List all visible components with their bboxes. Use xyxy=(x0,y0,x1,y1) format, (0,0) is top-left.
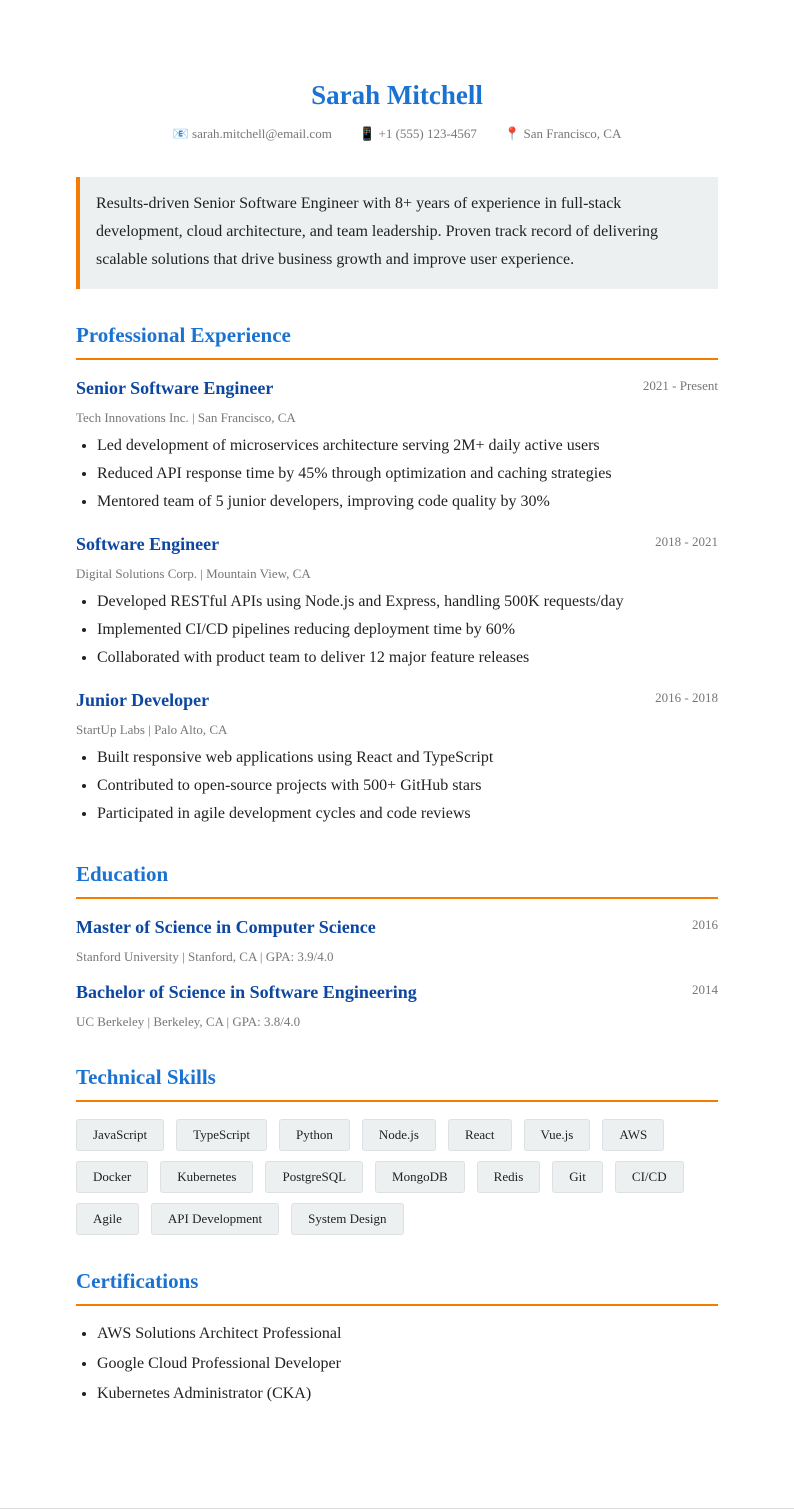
bullet-item: • Implemented CI/CD pipelines reducing deployment time by 60% xyxy=(97,616,718,644)
contact-email: 📧 sarah.mitchell@email.com xyxy=(172,126,332,141)
certification-item: • AWS Solutions Architect Professional xyxy=(97,1319,718,1349)
skill-tag: Git xyxy=(552,1161,603,1193)
skill-tag: MongoDB xyxy=(375,1161,465,1193)
skill-tag: TypeScript xyxy=(176,1119,267,1151)
skill-tag: Vue.js xyxy=(524,1119,591,1151)
job-entry xyxy=(76,376,718,516)
skills-list xyxy=(76,1119,696,1235)
candidate-name: Sarah Mitchell xyxy=(311,80,483,110)
job-company: Tech Innovations Inc. | San Francisco, CA xyxy=(76,410,296,425)
contact-info xyxy=(76,124,718,144)
job-title: Senior Software Engineer xyxy=(76,378,274,398)
job-entry xyxy=(76,688,718,828)
skill-tag: Docker xyxy=(76,1161,148,1193)
bullet-item: • Mentored team of 5 junior developers, improving code quality by 30% xyxy=(97,488,718,516)
skill-tag: React xyxy=(448,1119,512,1151)
degree-title: Master of Science in Computer Science xyxy=(76,917,376,937)
education-section xyxy=(76,861,718,1031)
bullet-item: • Led development of microservices architecture serving 2M+ daily active users xyxy=(97,432,718,460)
section-heading: Education xyxy=(76,861,718,899)
skills-section xyxy=(76,1064,718,1235)
section-heading: Professional Experience xyxy=(76,322,718,360)
education-entry xyxy=(76,980,718,1031)
job-date: 2016 - 2018 xyxy=(655,690,718,705)
education-header xyxy=(76,980,718,1004)
summary: Results-driven Senior Software Engineer with 8+ years of experience in full-stack development, cloud architecture, and team leadership. Proven track record of delivering scalable solutions that drive business growth and improve user experience. xyxy=(76,177,718,289)
job-bullets xyxy=(76,588,718,672)
job-title: Software Engineer xyxy=(76,534,220,554)
section-heading: Certifications xyxy=(76,1268,718,1306)
bullet-item: • Participated in agile development cycles and code reviews xyxy=(97,800,718,828)
skill-tag: API Development xyxy=(151,1203,279,1235)
phone-icon: 📱 xyxy=(359,126,376,141)
school-info: UC Berkeley | Berkeley, CA | GPA: 3.8/4.0 xyxy=(76,1014,301,1029)
job-date: 2018 - 2021 xyxy=(655,534,718,549)
education-entry xyxy=(76,915,718,966)
contact-location: 📍 San Francisco, CA xyxy=(504,126,622,141)
skill-tag: PostgreSQL xyxy=(265,1161,363,1193)
skill-tag: JavaScript xyxy=(76,1119,164,1151)
job-date: 2021 - Present xyxy=(642,378,718,393)
bullet-item: • Collaborated with product team to deliver 12 major feature releases xyxy=(97,644,718,672)
bullet-item: • Reduced API response time by 45% through optimization and caching strategies xyxy=(97,460,718,488)
job-header xyxy=(76,532,718,556)
job-title: Junior Developer xyxy=(76,690,210,710)
job-company: StartUp Labs | Palo Alto, CA xyxy=(76,722,228,737)
degree-title: Bachelor of Science in Software Engineering xyxy=(76,982,417,1002)
job-header xyxy=(76,688,718,712)
skill-tag: Agile xyxy=(76,1203,139,1235)
certification-item: • Kubernetes Administrator (CKA) xyxy=(97,1379,718,1409)
certifications-section xyxy=(76,1268,718,1409)
location-pin-icon: 📍 xyxy=(504,126,521,141)
skill-tag: Python xyxy=(279,1119,350,1151)
skill-tag: Node.js xyxy=(362,1119,436,1151)
skill-tag: System Design xyxy=(291,1203,403,1235)
skill-tag: AWS xyxy=(602,1119,664,1151)
certification-item: • Google Cloud Professional Developer xyxy=(97,1349,718,1379)
bullet-item: • Developed RESTful APIs using Node.js and Express, handling 500K requests/day xyxy=(97,588,718,616)
bullet-item: • Built responsive web applications using React and TypeScript xyxy=(97,744,718,772)
job-company: Digital Solutions Corp. | Mountain View, CA xyxy=(76,566,311,581)
skill-tag: Kubernetes xyxy=(160,1161,253,1193)
experience-section xyxy=(76,322,718,828)
skill-tag: Redis xyxy=(477,1161,541,1193)
certifications-list xyxy=(76,1319,718,1409)
job-bullets xyxy=(76,744,718,828)
job-bullets xyxy=(76,432,718,516)
contact-phone: 📱 +1 (555) 123-4567 xyxy=(359,126,477,141)
skill-tag: CI/CD xyxy=(615,1161,684,1193)
section-heading: Technical Skills xyxy=(76,1064,718,1102)
education-date: 2016 xyxy=(692,917,718,932)
education-date: 2014 xyxy=(692,982,718,997)
school-info: Stanford University | Stanford, CA | GPA: 3.9/4.0 xyxy=(76,949,334,964)
education-header xyxy=(76,915,718,939)
email-icon: 📧 xyxy=(172,126,189,141)
job-entry xyxy=(76,532,718,672)
bullet-item: • Contributed to open-source projects with 500+ GitHub stars xyxy=(97,772,718,800)
job-header xyxy=(76,376,718,400)
